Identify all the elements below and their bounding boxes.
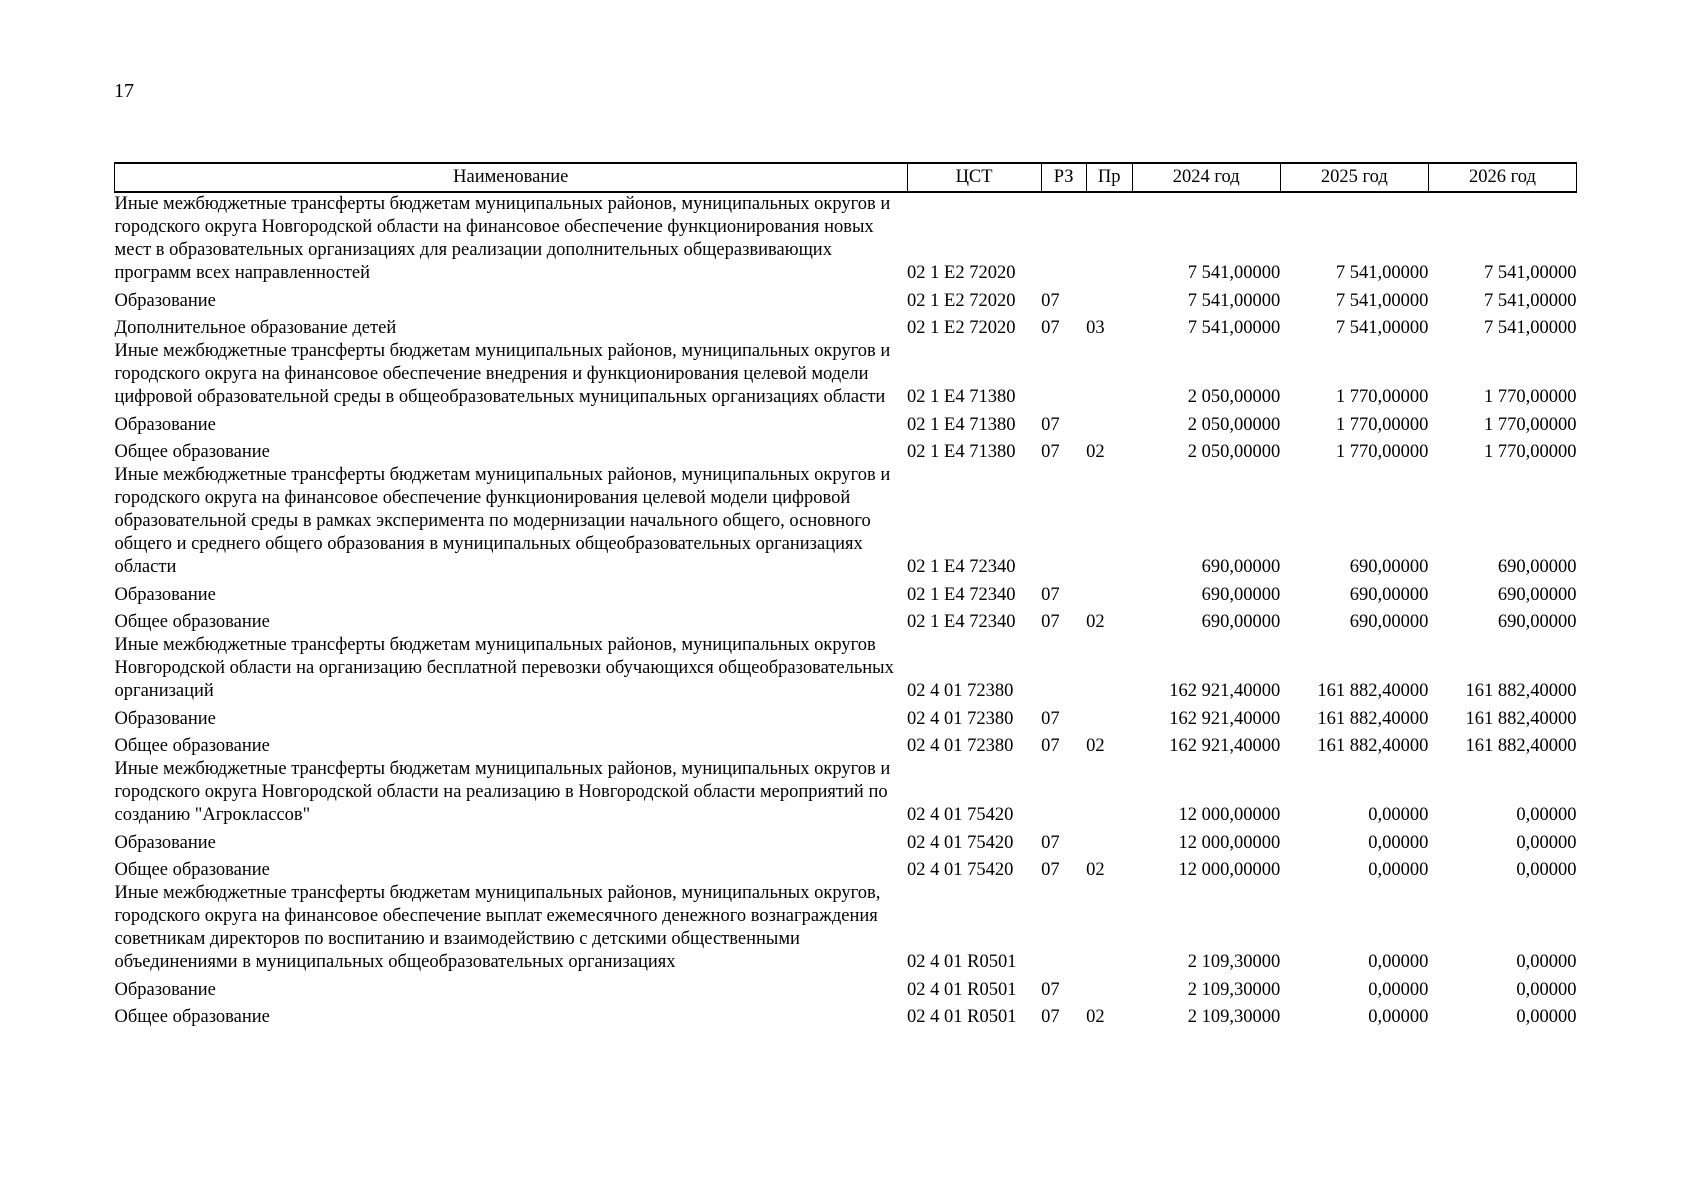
row-pr: 02	[1086, 736, 1105, 756]
table-row	[115, 882, 1577, 974]
row-pr	[1086, 285, 1132, 313]
row-2024: 162 921,40000	[1169, 681, 1281, 701]
header-rz: РЗ	[1041, 163, 1086, 192]
row-2024: 2 050,00000	[1187, 414, 1281, 435]
row-2025: 161 882,40000	[1317, 708, 1429, 729]
row-pr	[1086, 758, 1132, 827]
row-cst: 02 1 E2 72020	[907, 290, 1016, 311]
row-2025: 1 770,00000	[1335, 387, 1429, 407]
row-rz: 07	[1041, 860, 1060, 880]
row-rz: 07	[1041, 290, 1060, 311]
row-2025: 7 541,00000	[1335, 263, 1429, 283]
row-2025: 0,00000	[1368, 1007, 1429, 1027]
row-2025: 1 770,00000	[1335, 414, 1429, 435]
row-2024: 12 000,00000	[1178, 832, 1281, 853]
row-2024: 12 000,00000	[1178, 805, 1281, 825]
row-name: Иные межбюджетные трансферты бюджетам муниципальных районов, муниципальных округов и городского округа Новгородской области на реализацию в Новгородской области мероприятий по созданию "Агроклассов"	[114, 759, 891, 825]
row-rz: 07	[1041, 318, 1060, 338]
row-2024: 7 541,00000	[1187, 318, 1281, 338]
header-cst: ЦСТ	[907, 163, 1041, 192]
row-2024: 7 541,00000	[1187, 290, 1281, 311]
row-name: Образование	[114, 584, 216, 605]
row-2025: 1 770,00000	[1335, 442, 1429, 462]
row-2025: 7 541,00000	[1335, 290, 1429, 311]
row-2025: 0,00000	[1368, 979, 1429, 1000]
row-rz	[1041, 192, 1086, 285]
budget-table	[114, 162, 1577, 1029]
row-name: Общее образование	[114, 442, 270, 462]
row-rz: 07	[1041, 979, 1060, 1000]
row-cst: 02 4 01 72380	[907, 736, 1014, 756]
table-header-row	[115, 163, 1577, 192]
row-rz: 07	[1041, 584, 1060, 605]
table-row	[115, 464, 1577, 579]
row-2026: 690,00000	[1497, 612, 1577, 632]
row-2026: 0,00000	[1516, 832, 1577, 853]
row-pr	[1086, 703, 1132, 731]
row-2026: 1 770,00000	[1484, 442, 1577, 462]
row-2025: 161 882,40000	[1317, 736, 1429, 756]
table-row	[115, 731, 1577, 759]
header-2026: 2026 год	[1428, 163, 1576, 192]
row-2026: 0,00000	[1516, 1007, 1577, 1027]
row-2025: 0,00000	[1368, 832, 1429, 853]
row-2025: 690,00000	[1349, 557, 1429, 577]
row-2025: 7 541,00000	[1335, 318, 1429, 338]
header-2024: 2024 год	[1132, 163, 1280, 192]
row-2026: 7 541,00000	[1484, 263, 1577, 283]
row-name: Образование	[114, 979, 216, 1000]
table-row	[115, 974, 1577, 1002]
row-pr	[1086, 634, 1132, 703]
row-2026: 161 882,40000	[1465, 681, 1577, 701]
table-row	[115, 285, 1577, 313]
row-pr: 02	[1086, 442, 1105, 462]
row-2024: 2 109,30000	[1187, 1007, 1281, 1027]
row-cst: 02 4 01 R0501	[907, 979, 1017, 1000]
row-name: Общее образование	[114, 612, 270, 632]
row-pr: 02	[1086, 612, 1105, 632]
row-pr: 03	[1086, 318, 1105, 338]
row-2026: 0,00000	[1516, 979, 1577, 1000]
row-pr	[1086, 192, 1132, 285]
row-cst: 02 4 01 75420	[907, 860, 1014, 880]
row-2024: 7 541,00000	[1187, 263, 1281, 283]
row-2026: 1 770,00000	[1484, 387, 1577, 407]
row-2025: 690,00000	[1349, 612, 1429, 632]
header-2025: 2025 год	[1280, 163, 1428, 192]
row-name: Образование	[114, 708, 216, 729]
row-cst: 02 1 E4 71380	[907, 414, 1016, 435]
row-cst: 02 4 01 72380	[907, 681, 1014, 701]
row-name: Иные межбюджетные трансферты бюджетам муниципальных районов, муниципальных округов и городского округа на финансовое обеспечение внедрения и функционирования целевой модели цифровой образовательной среды в общеобразовательных муниципальных организациях области	[114, 341, 891, 407]
row-pr	[1086, 409, 1132, 437]
row-name: Иные межбюджетные трансферты бюджетам муниципальных районов, муниципальных округов и городского округа на финансовое обеспечение функционирования целевой модели цифровой образовательной среды в рамках эксперимента по модернизации начального общего, основного общего и среднего общего образования в муниципальных общеобразовательных организациях области	[114, 465, 891, 577]
table-row	[115, 313, 1577, 341]
row-2026: 1 770,00000	[1484, 414, 1577, 435]
row-2024: 690,00000	[1201, 584, 1281, 605]
row-2026: 0,00000	[1516, 860, 1577, 880]
row-cst: 02 4 01 72380	[907, 708, 1014, 729]
row-name: Образование	[114, 832, 216, 853]
row-2025: 690,00000	[1349, 584, 1429, 605]
row-pr: 02	[1086, 860, 1105, 880]
row-cst: 02 4 01 R0501	[907, 952, 1017, 972]
header-name: Наименование	[115, 163, 908, 192]
row-2026: 7 541,00000	[1484, 318, 1577, 338]
table-row	[115, 579, 1577, 607]
header-pr: Пр	[1086, 163, 1132, 192]
row-2024: 2 109,30000	[1187, 952, 1281, 972]
row-cst: 02 1 E2 72020	[907, 263, 1016, 283]
row-pr	[1086, 579, 1132, 607]
row-2024: 690,00000	[1201, 612, 1281, 632]
row-cst: 02 4 01 75420	[907, 805, 1014, 825]
row-name: Иные межбюджетные трансферты бюджетам муниципальных районов, муниципальных округов и городского округа Новгородской области на финансовое обеспечение функционирования новых мест в образовательных организациях для реализации дополнительных общеразвивающих программ всех направленностей	[114, 194, 891, 283]
row-pr	[1086, 464, 1132, 579]
row-2025: 0,00000	[1368, 805, 1429, 825]
row-2026: 161 882,40000	[1465, 708, 1577, 729]
table-row	[115, 758, 1577, 827]
row-rz	[1041, 882, 1086, 974]
row-name: Иные межбюджетные трансферты бюджетам муниципальных районов, муниципальных округов, городского округа на финансовое обеспечение выплат ежемесячного денежного вознаграждения советникам директоров по воспитанию и взаимодействию с детскими общественными объединениями в муниципальных общеобразовательных организациях	[114, 883, 881, 972]
row-2024: 2 050,00000	[1187, 387, 1281, 407]
row-cst: 02 1 E4 72340	[907, 612, 1016, 632]
row-rz: 07	[1041, 708, 1060, 729]
row-2025: 0,00000	[1368, 860, 1429, 880]
table-row	[115, 855, 1577, 883]
row-cst: 02 4 01 75420	[907, 832, 1014, 853]
row-2024: 162 921,40000	[1169, 736, 1281, 756]
row-2025: 161 882,40000	[1317, 681, 1429, 701]
page-number: 17	[114, 80, 134, 102]
row-cst: 02 1 E4 72340	[907, 557, 1016, 577]
row-cst: 02 1 E4 71380	[907, 387, 1016, 407]
row-name: Общее образование	[114, 1007, 270, 1027]
row-rz: 07	[1041, 736, 1060, 756]
row-name: Общее образование	[114, 860, 270, 880]
row-rz	[1041, 340, 1086, 409]
row-name: Иные межбюджетные трансферты бюджетам муниципальных районов, муниципальных округов Новгородской области на организацию бесплатной перевозки обучающихся общеобразовательных организаций	[114, 635, 894, 701]
row-name: Дополнительное образование детей	[114, 318, 397, 338]
row-2024: 12 000,00000	[1178, 860, 1281, 880]
row-2024: 2 050,00000	[1187, 442, 1281, 462]
row-2026: 690,00000	[1497, 584, 1577, 605]
table-row	[115, 192, 1577, 285]
row-2026: 7 541,00000	[1484, 290, 1577, 311]
row-name: Образование	[114, 290, 216, 311]
table-row	[115, 703, 1577, 731]
row-cst: 02 1 E4 72340	[907, 584, 1016, 605]
row-cst: 02 4 01 R0501	[907, 1007, 1017, 1027]
row-rz	[1041, 758, 1086, 827]
row-name: Общее образование	[114, 736, 270, 756]
row-pr	[1086, 974, 1132, 1002]
row-pr: 02	[1086, 1007, 1105, 1027]
row-2024: 162 921,40000	[1169, 708, 1281, 729]
row-pr	[1086, 882, 1132, 974]
row-2026: 161 882,40000	[1465, 736, 1577, 756]
row-rz: 07	[1041, 414, 1060, 435]
table-row	[115, 340, 1577, 409]
table-row	[115, 437, 1577, 465]
row-2026: 0,00000	[1516, 952, 1577, 972]
row-2026: 0,00000	[1516, 805, 1577, 825]
table-row	[115, 634, 1577, 703]
row-cst: 02 1 E2 72020	[907, 318, 1016, 338]
row-rz	[1041, 634, 1086, 703]
row-2024: 690,00000	[1201, 557, 1281, 577]
row-pr	[1086, 340, 1132, 409]
table-row	[115, 827, 1577, 855]
row-rz: 07	[1041, 1007, 1060, 1027]
table-row	[115, 1002, 1577, 1030]
row-rz	[1041, 464, 1086, 579]
table-row	[115, 409, 1577, 437]
row-rz: 07	[1041, 612, 1060, 632]
row-cst: 02 1 E4 71380	[907, 442, 1016, 462]
row-2024: 2 109,30000	[1187, 979, 1281, 1000]
row-rz: 07	[1041, 442, 1060, 462]
row-pr	[1086, 827, 1132, 855]
row-2025: 0,00000	[1368, 952, 1429, 972]
row-name: Образование	[114, 414, 216, 435]
table-row	[115, 607, 1577, 635]
row-rz: 07	[1041, 832, 1060, 853]
row-2026: 690,00000	[1497, 557, 1577, 577]
